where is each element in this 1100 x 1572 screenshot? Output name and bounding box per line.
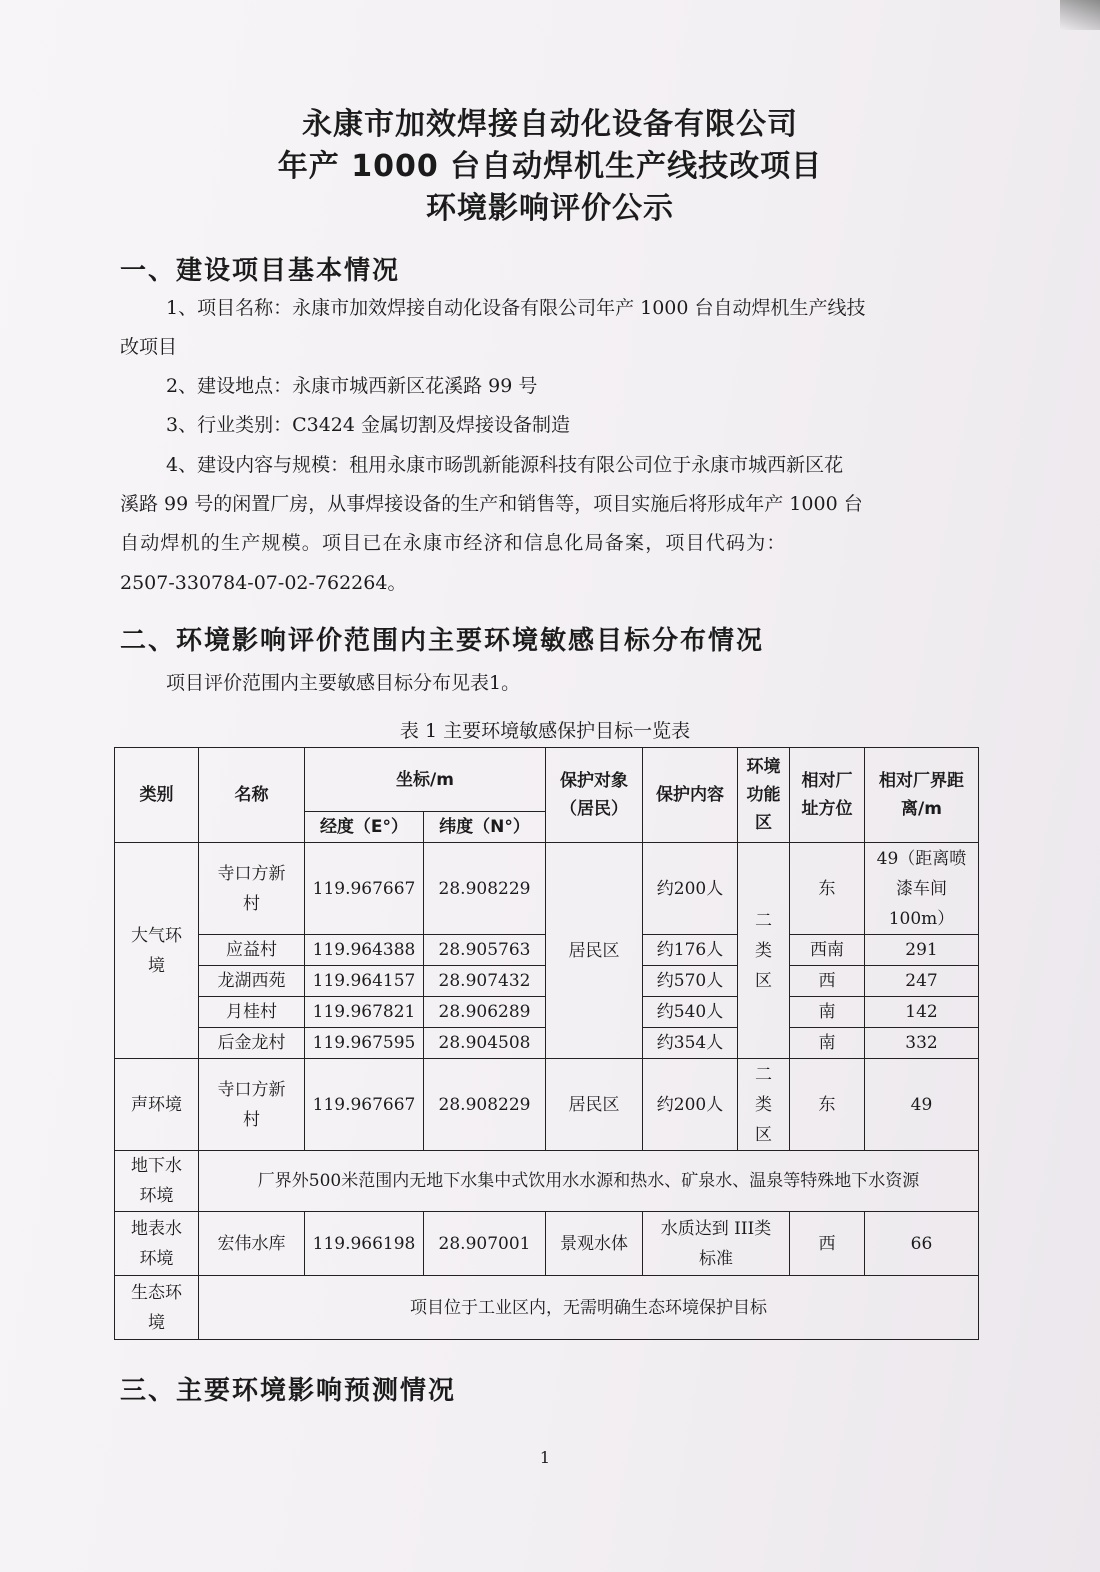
cell-latitude: 28.908229 <box>424 843 546 935</box>
cell-name: 寺口方新 村 <box>199 843 305 935</box>
header-direction: 相对厂 址方位 <box>790 748 865 843</box>
cell-distance: 247 <box>865 966 979 997</box>
title-line-1: 永康市加效焊接自动化设备有限公司 <box>302 107 798 142</box>
cell-direction: 东 <box>790 843 865 935</box>
header-latitude: 纬度（N°） <box>424 812 546 843</box>
page-number: 1 <box>539 1448 551 1467</box>
cell-longitude: 119.967667 <box>305 843 424 935</box>
header-coords: 坐标/m <box>305 748 546 812</box>
cell-object: 景观水体 <box>546 1212 643 1276</box>
cell-distance: 49（距离喷 漆车间 100m） <box>865 843 979 935</box>
cell-content: 约200人 <box>643 843 738 935</box>
cell-direction: 南 <box>790 1028 865 1059</box>
sensitive-targets-table <box>114 747 979 1340</box>
cell-name: 寺口方新 村 <box>199 1059 305 1151</box>
cell-name: 月桂村 <box>199 997 305 1028</box>
item-4-line-d: 2507-330784-07-02-762264。 <box>120 572 407 594</box>
cell-content: 水质达到 III类 标准 <box>643 1212 790 1276</box>
groundwater-note: 厂界外500米范围内无地下水集中式饮用水水源和热水、矿泉水、温泉等特殊地下水资源 <box>199 1151 979 1212</box>
header-name: 名称 <box>199 748 305 843</box>
cell-content: 约354人 <box>643 1028 738 1059</box>
cell-longitude: 119.967595 <box>305 1028 424 1059</box>
ecology-note: 项目位于工业区内，无需明确生态环境保护目标 <box>199 1276 979 1340</box>
cell-direction: 东 <box>790 1059 865 1151</box>
table-row <box>115 1059 979 1151</box>
cell-zone-air: 二 类 区 <box>738 843 790 1059</box>
page-corner-shadow <box>1060 0 1100 30</box>
cell-longitude: 119.964388 <box>305 935 424 966</box>
cell-name: 后金龙村 <box>199 1028 305 1059</box>
category-noise: 声环境 <box>115 1059 199 1151</box>
section-3-heading: 三、主要环境影响预测情况 <box>120 1376 457 1406</box>
table-caption: 表 1 主要环境敏感保护目标一览表 <box>399 720 691 742</box>
item-1-line-a: 1、项目名称：永康市加效焊接自动化设备有限公司年产 1000 台自动焊机生产线技 <box>166 297 866 319</box>
cell-content: 约200人 <box>643 1059 738 1151</box>
cell-latitude: 28.905763 <box>424 935 546 966</box>
cell-zone: 二 类 区 <box>738 1059 790 1151</box>
cell-name: 应益村 <box>199 935 305 966</box>
category-ecology: 生态环 境 <box>115 1276 199 1340</box>
cell-direction: 西 <box>790 966 865 997</box>
cell-distance: 291 <box>865 935 979 966</box>
cell-longitude: 119.964157 <box>305 966 424 997</box>
item-4-line-b: 溪路 99 号的闲置厂房，从事焊接设备的生产和销售等，项目实施后将形成年产 1000 台 <box>120 493 863 515</box>
header-zone: 环境 功能 区 <box>738 748 790 843</box>
cell-longitude: 119.967821 <box>305 997 424 1028</box>
header-object: 保护对象 （居民） <box>546 748 643 843</box>
cell-distance: 66 <box>865 1212 979 1276</box>
category-air: 大气环 境 <box>115 843 199 1059</box>
cell-name: 龙湖西苑 <box>199 966 305 997</box>
cell-direction: 西南 <box>790 935 865 966</box>
cell-content: 约540人 <box>643 997 738 1028</box>
cell-latitude: 28.906289 <box>424 997 546 1028</box>
item-1-line-b: 改项目 <box>120 336 178 358</box>
cell-object-air: 居民区 <box>546 843 643 1059</box>
cell-content: 约176人 <box>643 935 738 966</box>
cell-name: 宏伟水库 <box>199 1212 305 1276</box>
cell-object: 居民区 <box>546 1059 643 1151</box>
cell-longitude: 119.966198 <box>305 1212 424 1276</box>
cell-latitude: 28.908229 <box>424 1059 546 1151</box>
title-line-2: 年产 1000 台自动焊机生产线技改项目 <box>277 149 823 184</box>
cell-direction: 南 <box>790 997 865 1028</box>
table-row <box>115 1212 979 1276</box>
header-distance: 相对厂界距 离/m <box>865 748 979 843</box>
section-1-heading: 一、建设项目基本情况 <box>120 256 401 286</box>
table-header-row <box>115 748 979 812</box>
item-2: 2、建设地点：永康市城西新区花溪路 99 号 <box>166 375 538 397</box>
header-category: 类别 <box>115 748 199 843</box>
cell-longitude: 119.967667 <box>305 1059 424 1151</box>
section-2-heading: 二、环境影响评价范围内主要环境敏感目标分布情况 <box>120 626 765 656</box>
item-4-line-a: 4、建设内容与规模：租用永康市旸凯新能源科技有限公司位于永康市城西新区花 <box>166 454 844 476</box>
cell-latitude: 28.907001 <box>424 1212 546 1276</box>
cell-latitude: 28.904508 <box>424 1028 546 1059</box>
header-content: 保护内容 <box>643 748 738 843</box>
cell-content: 约570人 <box>643 966 738 997</box>
section-2-intro: 项目评价范围内主要敏感目标分布见表1。 <box>166 672 521 694</box>
item-4-line-c: 自动焊机的生产规模。项目已在永康市经济和信息化局备案，项目代码为： <box>120 532 787 554</box>
item-3: 3、行业类别：C3424 金属切割及焊接设备制造 <box>166 414 571 436</box>
table-row <box>115 1151 979 1212</box>
title-line-3: 环境影响评价公示 <box>426 191 674 226</box>
cell-latitude: 28.907432 <box>424 966 546 997</box>
category-surface-water: 地表水 环境 <box>115 1212 199 1276</box>
table-row <box>115 1276 979 1340</box>
cell-distance: 142 <box>865 997 979 1028</box>
category-groundwater: 地下水 环境 <box>115 1151 199 1212</box>
cell-distance: 332 <box>865 1028 979 1059</box>
cell-direction: 西 <box>790 1212 865 1276</box>
cell-distance: 49 <box>865 1059 979 1151</box>
header-longitude: 经度（E°） <box>305 812 424 843</box>
table-row <box>115 843 979 935</box>
